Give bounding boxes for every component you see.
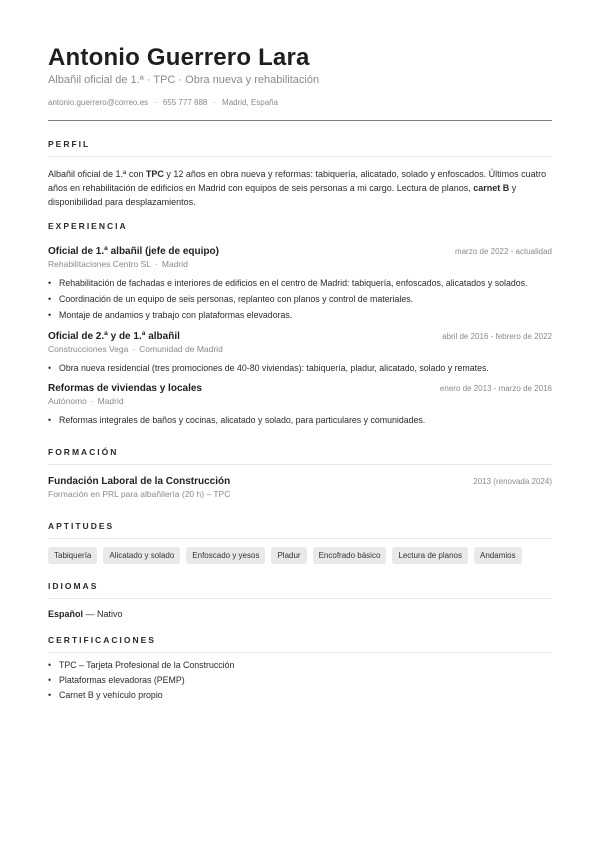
experience-section xyxy=(48,221,552,428)
section-title-experience: EXPERIENCIA xyxy=(48,221,128,231)
separator-dot: · xyxy=(90,396,94,406)
section-title-skills: APTITUDES xyxy=(48,521,552,539)
list-item: • Carnet B y vehículo propio xyxy=(48,688,552,703)
certifications-section xyxy=(48,635,552,703)
education-section xyxy=(48,447,552,500)
skill-tag: Tabiquería xyxy=(48,547,97,564)
candidate-name: Antonio Guerrero Lara xyxy=(48,44,310,71)
profile-highlight: carnet B xyxy=(473,183,510,193)
resume-header xyxy=(48,44,552,121)
separator-dot: · xyxy=(132,344,136,354)
job-employer xyxy=(48,396,552,407)
job-entry xyxy=(48,382,552,428)
section-title-education: FORMACIÓN xyxy=(48,447,552,465)
separator-dot: · xyxy=(154,98,157,107)
skill-tag: Encofrado básico xyxy=(313,547,387,564)
profile-section xyxy=(48,139,552,209)
languages-section xyxy=(48,581,552,620)
job-company: Construcciones Vega xyxy=(48,344,129,354)
skill-tag: Alicatado y solado xyxy=(103,547,180,564)
skill-tag: Enfoscado y yesos xyxy=(186,547,265,564)
list-item: • Montaje de andamios y trabajo con plataformas elevadoras. xyxy=(48,307,552,323)
education-detail: Formación en PRL para albañilería (20 h) – TPC xyxy=(48,489,231,499)
separator-dot: · xyxy=(155,259,158,269)
section-title-languages: IDIOMAS xyxy=(48,581,552,599)
skill-tag: Pladur xyxy=(271,547,306,564)
profile-highlight: TPC xyxy=(145,169,164,179)
header-divider xyxy=(48,120,552,121)
list-item: • Plataformas elevadoras (PEMP) xyxy=(48,673,552,688)
job-location: Madrid xyxy=(161,259,188,269)
list-item: • Coordinación de un equipo de seis personas, replanteo con planos y control de materiales. xyxy=(48,291,552,307)
job-header xyxy=(48,382,552,395)
language-level: — Nativo xyxy=(83,609,123,619)
profile-text: Albañil oficial de 1.ª con xyxy=(48,169,146,179)
language-entry xyxy=(48,608,552,620)
list-item: • TPC – Tarjeta Profesional de la Construcción xyxy=(48,658,552,673)
list-item: • Rehabilitación de fachadas e interiores de edificios en el centro de Madrid: tabiquería, enfoscados, alicatados y solados. xyxy=(48,275,552,291)
job-location: Madrid xyxy=(97,396,124,406)
separator-dot: · xyxy=(213,98,217,107)
job-header xyxy=(48,330,552,343)
job-bullets xyxy=(48,275,552,323)
certification-list xyxy=(48,658,552,703)
contact-line xyxy=(48,98,552,108)
skill-tag: Lectura de planos xyxy=(392,547,468,564)
list-item: • Obra nueva residencial (tres promociones de 40-80 viviendas): tabiquería, pladur, alicatado, solado y remates. xyxy=(48,360,552,376)
education-entry xyxy=(48,475,552,500)
profile-summary xyxy=(48,167,552,209)
skill-tags xyxy=(48,547,552,564)
education-dates: 2013 (renovada 2024) xyxy=(473,477,552,486)
contact-phone: 655 777 888 xyxy=(162,98,208,107)
job-dates: marzo de 2022 - actualidad xyxy=(455,247,552,256)
profile-text: y 12 años en obra nueva y reformas: tabiquería, alicatado, solado y enfoscados. Últimos cuatro años en rehabilitación de edificios en Madrid con equipos de seis personas a mi cargo. Lectura de planos, xyxy=(48,169,547,193)
section-title-certifications: CERTIFICACIONES xyxy=(48,635,552,653)
job-entry xyxy=(48,330,552,376)
list-item: • Reformas integrales de baños y cocinas, alicatado y solado, para particulares y comunidades. xyxy=(48,412,552,428)
candidate-headline: Albañil oficial de 1.ª · TPC · Obra nueva y rehabilitación xyxy=(48,74,320,86)
skill-tag: Andamios xyxy=(474,547,522,564)
job-bullets xyxy=(48,360,552,376)
job-dates: enero de 2013 - marzo de 2016 xyxy=(439,384,552,393)
education-institution: Fundación Laboral de la Construcción xyxy=(48,476,231,487)
job-employer xyxy=(48,259,552,270)
job-title: Oficial de 1.ª albañil (jefe de equipo) xyxy=(48,246,219,257)
skills-section xyxy=(48,521,552,564)
job-entry xyxy=(48,245,552,323)
job-dates: abril de 2016 - febrero de 2022 xyxy=(442,332,552,341)
language-name: Español xyxy=(48,609,84,619)
job-location: Comunidad de Madrid xyxy=(139,344,223,354)
section-title-profile: PERFIL xyxy=(48,139,552,157)
contact-location: Madrid, España xyxy=(222,98,279,107)
job-title: Reformas de viviendas y locales xyxy=(48,383,202,394)
job-bullets xyxy=(48,412,552,428)
job-employer xyxy=(48,344,552,355)
contact-email: antonio.guerrero@correo.es xyxy=(48,98,149,107)
job-company: Autónomo xyxy=(48,396,87,406)
resume-content xyxy=(48,44,552,703)
job-company: Rehabilitaciones Centro SL xyxy=(48,259,152,269)
job-header xyxy=(48,245,552,258)
job-title: Oficial de 2.ª y de 1.ª albañil xyxy=(48,331,180,342)
education-header xyxy=(48,475,552,488)
profile-text: y disponibilidad para desplazamientos. xyxy=(48,183,517,207)
